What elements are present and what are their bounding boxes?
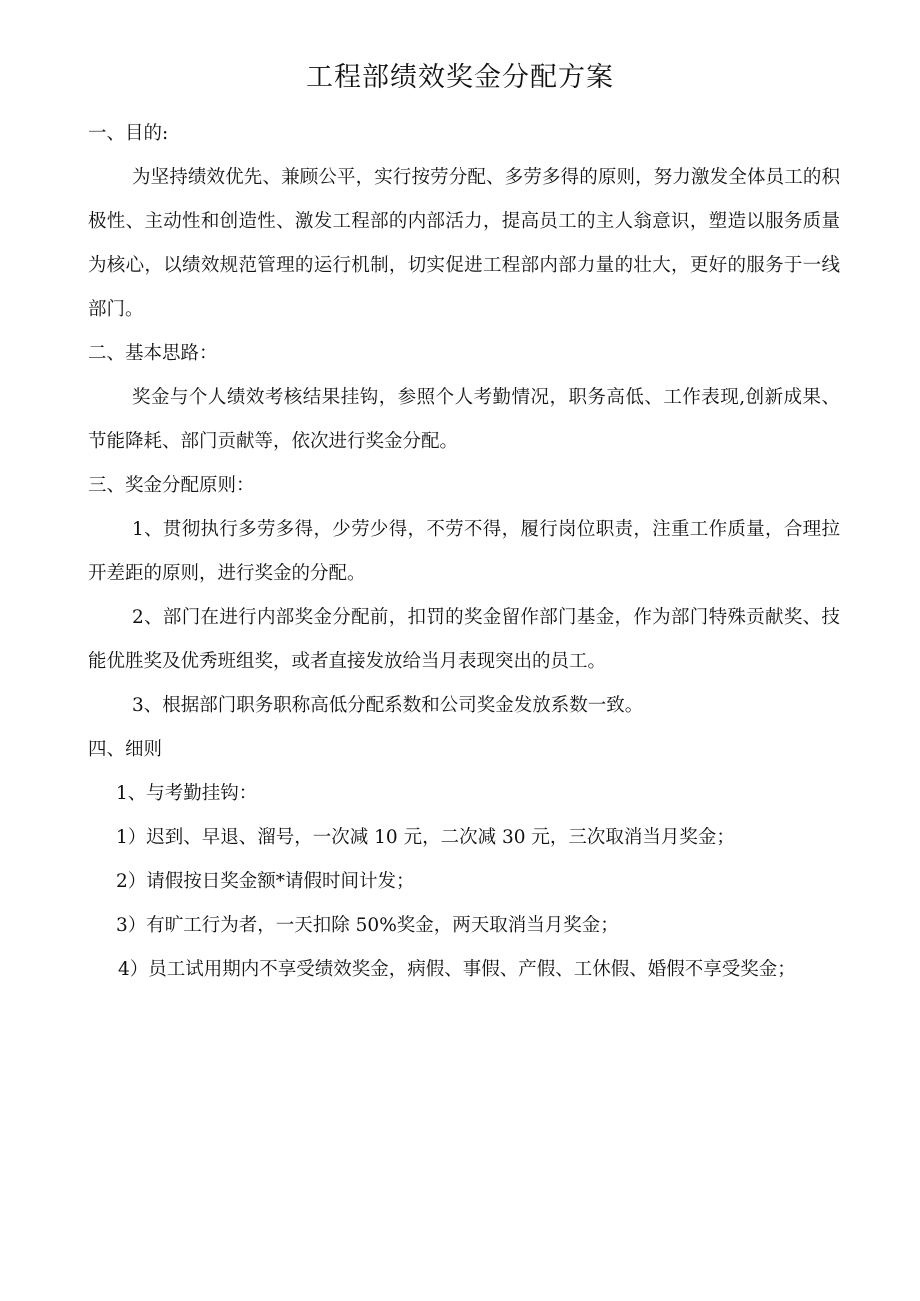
section-1-heading: 一、目的: [88,123,169,144]
rule-item-3: 3）有旷工行为者，一天扣除 50%奖金，两天取消当月奖金； [116,915,619,936]
document-title: 工程部绩效奖金分配方案 [306,62,614,93]
section-2-paragraph: 奖金与个人绩效考核结果挂钩，参照个人考勤情况，职务高低、工作表现,创新成果、节能降耗、部门贡献等，依次进行奖金分配。 [88,387,840,452]
section-1-paragraph: 为坚持绩效优先、兼顾公平，实行按劳分配、多劳多得的原则，努力激发全体员工的积极性、主动性和创造性、激发工程部的内部活力，提高员工的主人翁意识，塑造以服务质量为核心，以绩效规范管理的运行机制，切实促进工程部内部力量的壮大，更好的服务于一线部门。 [88,167,840,320]
section-2-heading: 二、基本思路： [88,343,218,364]
document-body [88,112,840,992]
section-3-principle-2: 2、部门在进行内部奖金分配前，扣罚的奖金留作部门基金，作为部门特殊贡献奖、技能优胜奖及优秀班组奖，或者直接发放给当月表现突出的员工。 [88,607,840,672]
section-3-principle-1: 1、贯彻执行多劳多得，少劳少得，不劳不得，履行岗位职责，注重工作质量，合理拉开差距的原则，进行奖金的分配。 [88,519,840,584]
rule-item-1: 1）迟到、早退、溜号，一次减 10 元，二次减 30 元，三次取消当月奖金； [116,827,735,848]
rule-item-2: 2）请假按日奖金额*请假时间计发； [116,871,415,892]
section-3-principle-3: 3、根据部门职务职称高低分配系数和公司奖金发放系数一致。 [132,695,644,716]
section-4-subheading: 1、与考勤挂钩： [116,783,258,804]
section-3-heading: 三、奖金分配原则： [88,475,255,496]
section-4-heading: 四、细则 [88,739,163,760]
rule-item-4: 4）员工试用期内不享受绩效奖金，病假、事假、产假、工休假、婚假不享受奖金； [118,959,796,980]
